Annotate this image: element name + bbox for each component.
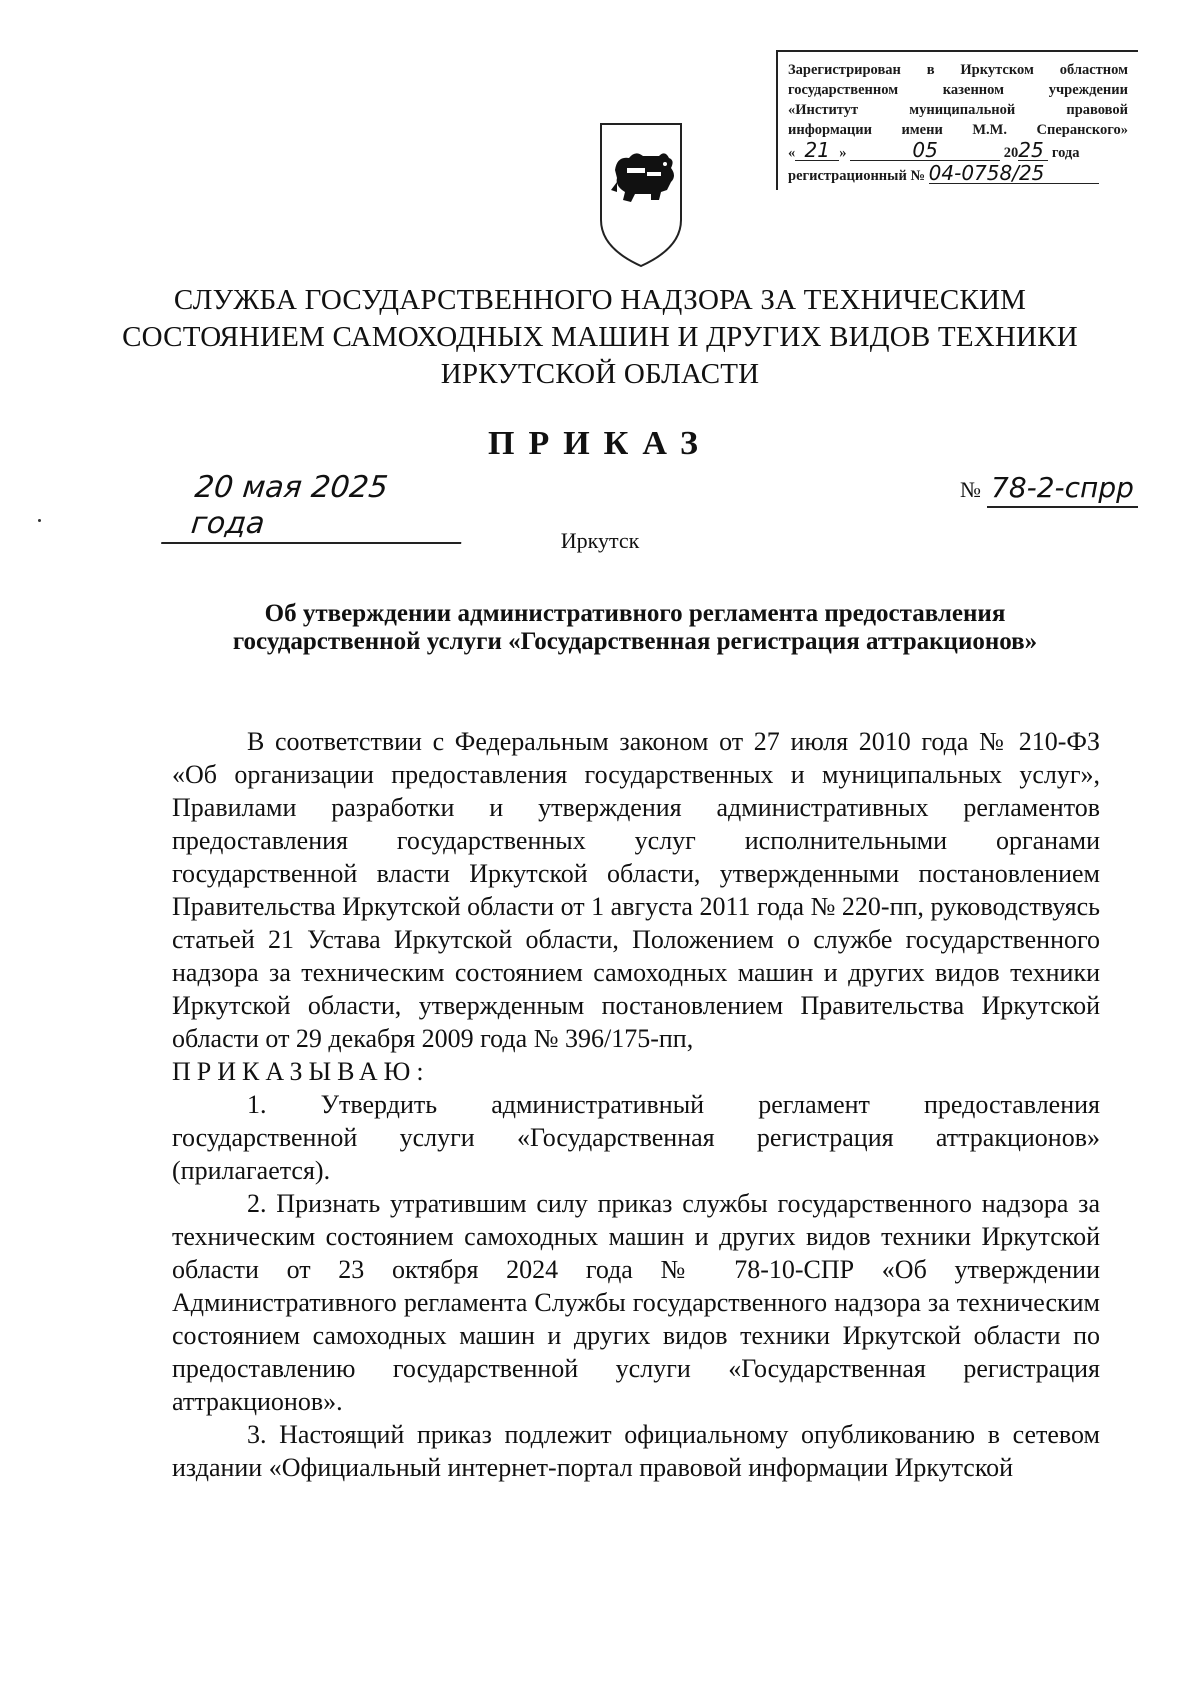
agency-line-3: ИРКУТСКОЙ ОБЛАСТИ [440, 358, 760, 390]
stamp-date-row: « 21 » 05 2025 года [788, 138, 1080, 162]
order-number-handwritten: 78-2-спрр [987, 470, 1138, 508]
stamp-year-suffix: года [1051, 145, 1080, 161]
stamp-line-1: Зарегистрирован в Иркутском областном [788, 62, 1128, 78]
irkutsk-coat-of-arms-icon [595, 120, 687, 270]
subject-line-1: Об утверждении административного регламента предоставления [264, 600, 1006, 627]
agency-line-2: СОСТОЯНИЕМ САМОХОДНЫХ МАШИН И ДРУГИХ ВИДОВ ТЕХНИКИ [122, 321, 1078, 353]
agency-line-1: СЛУЖБА ГОСУДАРСТВЕННОГО НАДЗОРА ЗА ТЕХНИЧЕСКИМ [173, 284, 1027, 316]
stamp-year-prefix: 20 [1003, 145, 1019, 161]
agency-title [120, 282, 1080, 393]
document-type-heading: ПРИКАЗ [488, 425, 712, 462]
order-item-1: 1. Утвердить административный регламент предоставления государственной услуги «Государственная регистрация аттракционов» (прилагается). [172, 1090, 1100, 1185]
stamp-line-4: информации имени М.М. Сперанского» [788, 122, 1128, 138]
order-body [172, 725, 1100, 1484]
order-date-handwritten: 20 мая 2025 года [161, 470, 469, 544]
order-item-2: 2. Признать утратившим силу приказ службы государственного надзора за техническим состоянием самоходных машин и других видов техники Иркутской области от 23 октября 2024 года № 78-10-СПР «Об утверждении Административного регламента Службы государственного надзора за техническим состоянием самоходных машин и других видов техники Иркутской области по предоставлению государственной услуги «Государственная регистрация аттракционов». [172, 1189, 1100, 1416]
stamp-reg-row [788, 163, 1138, 186]
city-name: Иркутск [560, 528, 640, 553]
stamp-line-3: «Институт муниципальной правовой [788, 102, 1128, 118]
order-item-3: 3. Настоящий приказ подлежит официальному опубликованию в сетевом издании «Официальный интернет-портал правовой информации Иркутской [172, 1420, 1100, 1482]
order-number [960, 470, 1140, 508]
order-subject [170, 600, 1100, 656]
registration-stamp [776, 50, 1138, 190]
subject-line-2: государственной услуги «Государственная регистрация аттракционов» [232, 628, 1038, 655]
stamp-day: 21 [795, 140, 839, 161]
scan-speck [38, 519, 41, 522]
number-sign: № [960, 477, 981, 502]
stamp-line-2: государственном казенном учреждении [788, 82, 1128, 98]
preamble-paragraph: В соответствии с Федеральным законом от 27 июля 2010 года № 210-ФЗ «Об организации предоставления государственных и муниципальных услуг», Правилами разработки и утверждения административных регламентов предоставления государственных услуг исполнительными органами государственной власти Иркутской области, утвержденными постановлением Правительства Иркутской области от 1 августа 2011 года № 220-пп, руководствуясь статьей 21 Устава Иркутской области, Положением о службе государственного надзора за техническим состоянием самоходных машин и других видов техники Иркутской области, утвержденным постановлением Правительства Иркутской области от 29 декабря 2009 года № 396/175-пп, [172, 727, 1100, 1053]
stamp-reg-label: регистрационный № [788, 168, 926, 184]
order-verb: ПРИКАЗЫВАЮ: [172, 1057, 430, 1086]
stamp-year: 25 [1018, 140, 1048, 161]
stamp-month: 05 [850, 140, 1000, 161]
stamp-reg-number: 04-0758/25 [929, 163, 1099, 184]
